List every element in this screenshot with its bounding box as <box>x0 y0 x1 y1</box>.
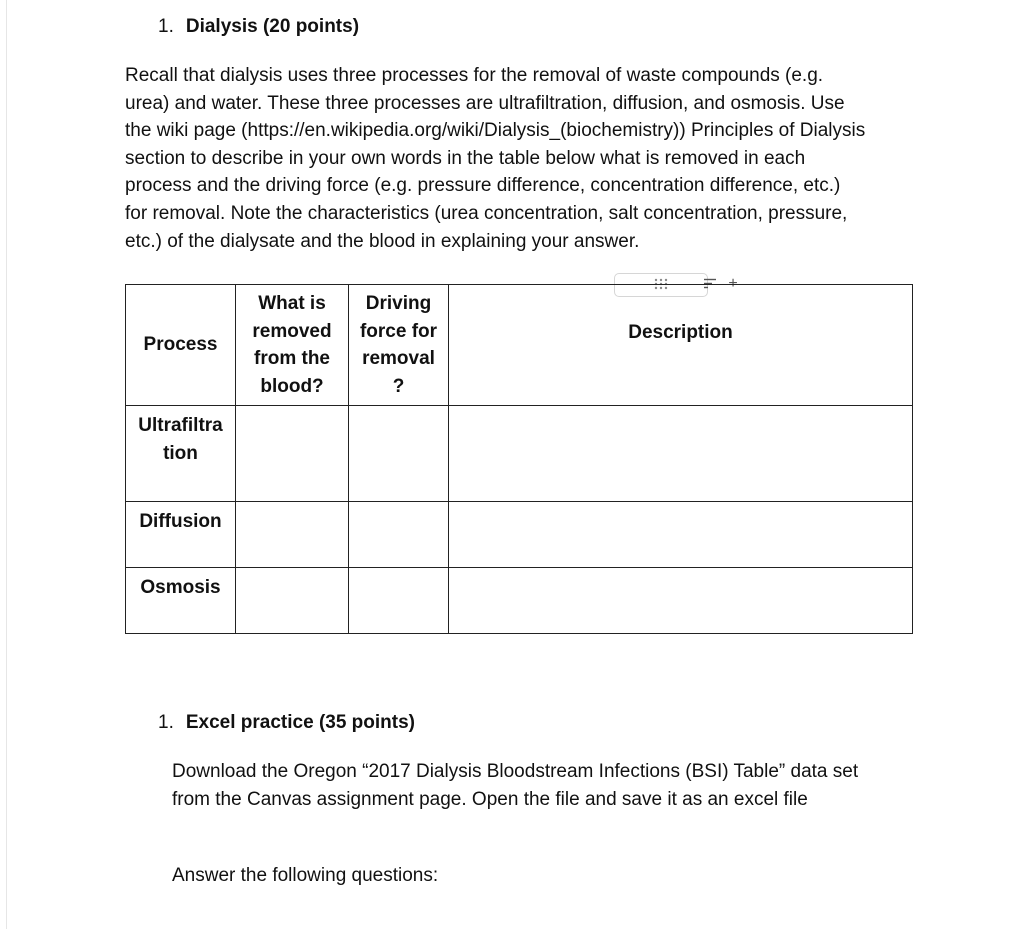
page-edge <box>6 0 7 929</box>
paragraph-line: for removal. Note the characteristics (urea concentration, salt concentration, pressure, <box>125 202 848 224</box>
what-removed-cell[interactable] <box>236 406 349 501</box>
process-label-line: Osmosis <box>140 576 221 598</box>
table-row-diffusion <box>126 501 913 567</box>
question-1-instructions <box>125 62 865 255</box>
header-line: blood? <box>260 375 324 397</box>
list-number: 1. <box>158 16 174 37</box>
paragraph-line: etc.) of the dialysate and the blood in explaining your answer. <box>125 230 640 252</box>
paragraph-line: from the Canvas assignment page. Open the file and save it as an excel file <box>172 788 808 810</box>
process-table <box>125 284 913 634</box>
process-label-line: Ultrafiltra <box>138 415 223 437</box>
table-header-row <box>126 285 913 406</box>
answer-prompt: Answer the following questions: <box>172 865 439 886</box>
question-title: Dialysis (20 points) <box>185 16 360 37</box>
table-row-ultrafiltration <box>126 406 913 501</box>
header-description[interactable] <box>449 285 913 406</box>
process-cell[interactable] <box>126 567 236 633</box>
what-removed-cell[interactable] <box>236 567 349 633</box>
header-line: removal <box>362 348 435 370</box>
header-driving-force[interactable] <box>349 285 449 406</box>
list-number: 1. <box>158 712 174 733</box>
what-removed-cell[interactable] <box>236 501 349 567</box>
description-cell[interactable] <box>449 501 913 567</box>
table-row-osmosis <box>126 567 913 633</box>
driving-force-cell[interactable] <box>349 501 449 567</box>
description-cell[interactable] <box>449 567 913 633</box>
paragraph-line: Download the Oregon “2017 Dialysis Bloodstream Infections (BSI) Table” data set <box>172 761 859 782</box>
paragraph-line: process and the driving force (e.g. pressure difference, concentration difference, etc.) <box>125 175 841 197</box>
paragraph-line: Recall that dialysis uses three processes for the removal of waste compounds (e.g. <box>125 65 824 86</box>
paragraph-line: section to describe in your own words in the table below what is removed in each <box>125 147 806 169</box>
header-line: What is <box>258 292 326 314</box>
question-1-heading <box>158 16 359 38</box>
process-cell[interactable] <box>126 501 236 567</box>
process-label-line: Diffusion <box>139 510 222 532</box>
header-line: Driving <box>365 292 432 314</box>
paragraph-line: the wiki page (https://en.wikipedia.org/wiki/Dialysis_(biochemistry)) Principles of Dialysis <box>125 120 866 142</box>
question-2-instructions <box>172 758 858 813</box>
header-process[interactable]: Process <box>126 285 236 406</box>
description-cell[interactable] <box>449 406 913 501</box>
add-column-icon[interactable]: + <box>728 275 738 292</box>
header-line: removed <box>252 320 332 342</box>
process-cell[interactable] <box>126 406 236 501</box>
question-title: Excel practice (35 points) <box>185 712 416 733</box>
header-line: force for <box>359 320 438 342</box>
header-line: from the <box>254 348 330 370</box>
header-what-removed[interactable] <box>236 285 349 406</box>
header-description-label: Description <box>628 322 733 344</box>
paragraph-line: urea) and water. These three processes are ultrafiltration, diffusion, and osmosis. Use <box>125 92 845 114</box>
driving-force-cell[interactable] <box>349 567 449 633</box>
process-label-line: tion <box>163 442 198 464</box>
header-line: ? <box>392 375 405 397</box>
driving-force-cell[interactable] <box>349 406 449 501</box>
question-2-heading <box>158 712 415 734</box>
